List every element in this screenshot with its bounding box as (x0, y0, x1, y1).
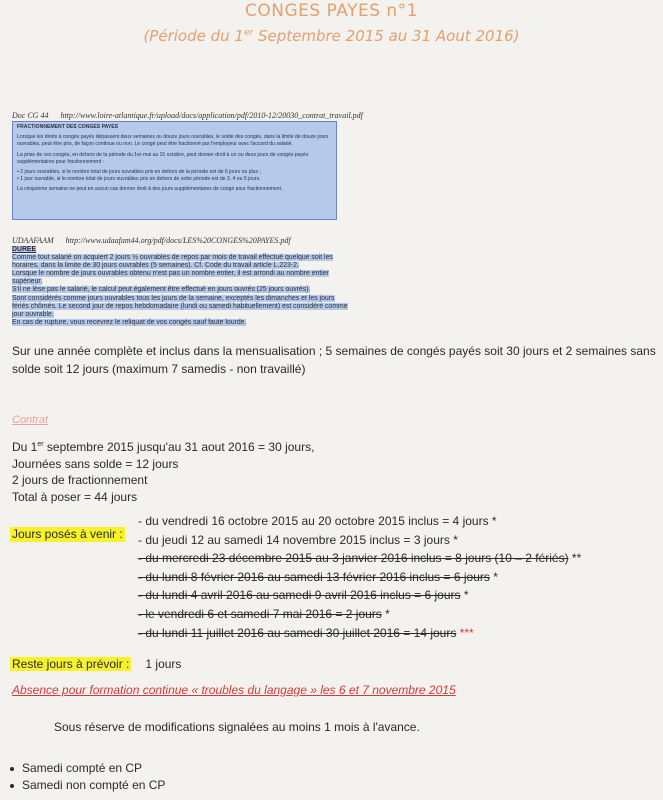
list-item-mark: *** (456, 625, 474, 640)
reste-label: Reste jours à prévoir : (12, 657, 130, 671)
contrat-heading: Contrat (12, 414, 49, 426)
list-item-text: - du mercredi 23 décembre 2015 au 3 janvier 2016 inclus = 8 jours (10 – 2 fériés) (138, 551, 569, 566)
list-item-mark: ** (568, 551, 582, 566)
reste-row (10, 657, 181, 672)
list-item-text: - du vendredi 16 octobre 2015 au 20 octobre 2015 inclus = 4 jours (138, 514, 489, 528)
jours-list (138, 512, 581, 642)
doc1-paragraph: La cinquième semaine ne peut en aucun cas donner droit à des jours supplémentaires de congé pour fractionnement. (17, 186, 283, 193)
title-line-1: CONGES PAYES n°1 (245, 1, 418, 21)
list-item-mark: * (488, 514, 497, 528)
list-item-mark: * (381, 606, 390, 621)
doc2-paragraph: En cas de rupture, vous recevrez le reliquat de vos congés sauf faute lourde. (12, 318, 247, 326)
page-title (0, 0, 663, 47)
doc2-reference (12, 236, 291, 245)
doc2-paragraph: S'il ne lèse pas le salarié, le calcul peut également être effectué en jours ouvrés (25 jours ouvrés). (12, 286, 311, 294)
doc1-excerpt (12, 121, 337, 220)
reste-value: 1 jours (145, 657, 182, 671)
doc2-paragraph: Lorsque le nombre de jours ouvrables obtenu n'est pas un nombre entier, il est arrondi au nombre entier supérieur. (12, 270, 329, 286)
doc1-paragraph: Lorsque les droits à congés payés dépassent deux semaines ou douze jours ouvrables, le solde des congés, dans la limite de douze jours ouvrables, peut être pris, de façon continue ou non. Le congé peut être fractionné par l'employeur avec l'accord du salarié. (17, 134, 329, 148)
doc1-paragraph: • 1 jour ouvrable, si le nombre total de jours ouvrables pris en dehors de cette période est de 3, 4 ou 5 jours. (17, 176, 261, 183)
contrat-line: 2 jours de fractionnement (12, 473, 148, 487)
list-item-text: - du lundi 8 février 2016 au samedi 13 février 2016 inclus = 6 jours (138, 569, 490, 584)
doc2-heading: DUREE (12, 246, 37, 253)
list-item-text: - du lundi 11 juillet 2016 au samedi 30 juillet 2016 = 14 jours (138, 625, 457, 640)
doc2-paragraph: Comme tout salarié on acquiert 2 jours ½ ouvrables de repos par mois de travail effectué quelque soit les horaires, dans la limite de 30 jours ouvrables (5 semaines). Cf. Code du travail article L.223-2. (12, 254, 333, 270)
legend-item (10, 777, 165, 794)
legend-item (10, 760, 165, 777)
title-sup: er (243, 28, 254, 38)
title-line-2-end: Septembre 2015 au 31 Aout 2016) (253, 27, 520, 45)
jours-poses-label: Jours posés à venir : (12, 527, 123, 541)
list-item-text: - du lundi 4 avril 2016 au samedi 9 avril 2016 inclus = 6 jours (138, 588, 461, 603)
list-item-text: - du jeudi 12 au samedi 14 novembre 2015 inclus = 3 jours (138, 532, 450, 547)
list-item (138, 624, 581, 643)
list-item (138, 586, 581, 605)
doc1-paragraph: • 2 jours ouvrables, si le nombre total de jours ouvrables pris en dehors de la période est de 6 jours ou plus ; (17, 169, 261, 176)
absence-note: Absence pour formation continue « troubles du langage » les 6 et 7 novembre 2015 (12, 683, 456, 697)
contrat-line (12, 437, 314, 456)
contrat-line1-end: septembre 2015 jusqu'au 31 aout 2016 = 30 jours, (43, 440, 315, 454)
legend-text: Samedi non compté en CP (22, 778, 166, 792)
doc1-reference (12, 111, 363, 120)
list-item-mark: * (489, 569, 498, 584)
legend-text: Samedi compté en CP (22, 761, 143, 775)
list-item (138, 605, 581, 624)
title-line-2-start: (Période du 1 (143, 27, 244, 45)
bullet-icon (10, 767, 14, 771)
doc2-excerpt (12, 246, 352, 347)
doc1-heading: FRACTIONNEMENT DES CONGES PAYES (17, 124, 119, 130)
contrat-line1-start: Du 1 (12, 440, 38, 454)
title-line-2 (0, 22, 663, 47)
doc2-label: UDAAFAAM (12, 236, 54, 245)
list-item-text: - le vendredi 6 et samedi 7 mai 2016 = 2 jours (138, 606, 382, 621)
list-item (138, 568, 581, 587)
doc1-url: http://www.loire-atlantique.fr/upload/docs/application/pdf/2010-12/20030_contrat_travail.pdf (60, 111, 363, 120)
list-item-mark: * (449, 532, 458, 547)
summary-text: Sur une année complète et inclus dans la mensualisation ; 5 semaines de congés payés soit 30 jours et 2 semaines sans solde soit 12 jours (maximum 7 samedis - non travaillé) (12, 344, 656, 376)
legend-list (10, 760, 165, 794)
contrat-block (12, 437, 314, 505)
list-item (138, 531, 581, 550)
list-item (138, 549, 581, 568)
doc1-label: Doc CG 44 (12, 111, 49, 120)
list-item-mark: * (460, 588, 469, 603)
contrat-line: Journées sans solde = 12 jours (12, 456, 179, 471)
doc2-paragraph: Sont considérés comme jours ouvrables tous les jours de la semaine, exceptés les dimanches et les jours fériés chômés. Le second jour de repos hebdomadaire (lundi ou samedi habituellement) est considéré comme jour ouvrable. (12, 294, 348, 318)
list-item (138, 512, 581, 531)
contrat-sup: er (37, 441, 44, 448)
bullet-icon (10, 784, 14, 788)
doc2-url: http://www.udaafam44.org/pdf/docs/LES%20CONGES%20PAYES.pdf (65, 236, 291, 245)
doc1-paragraph: La prise de ces congés, en dehors de la période du 1er mai au 31 octobre, peut donner droit à un ou deux jours de congés payés supplémentaires pour fractionnement : (17, 151, 309, 165)
reserve-note: Sous réserve de modifications signalées au moins 1 mois à l'avance. (54, 720, 420, 734)
contrat-line: Total à poser = 44 jours (12, 489, 138, 504)
